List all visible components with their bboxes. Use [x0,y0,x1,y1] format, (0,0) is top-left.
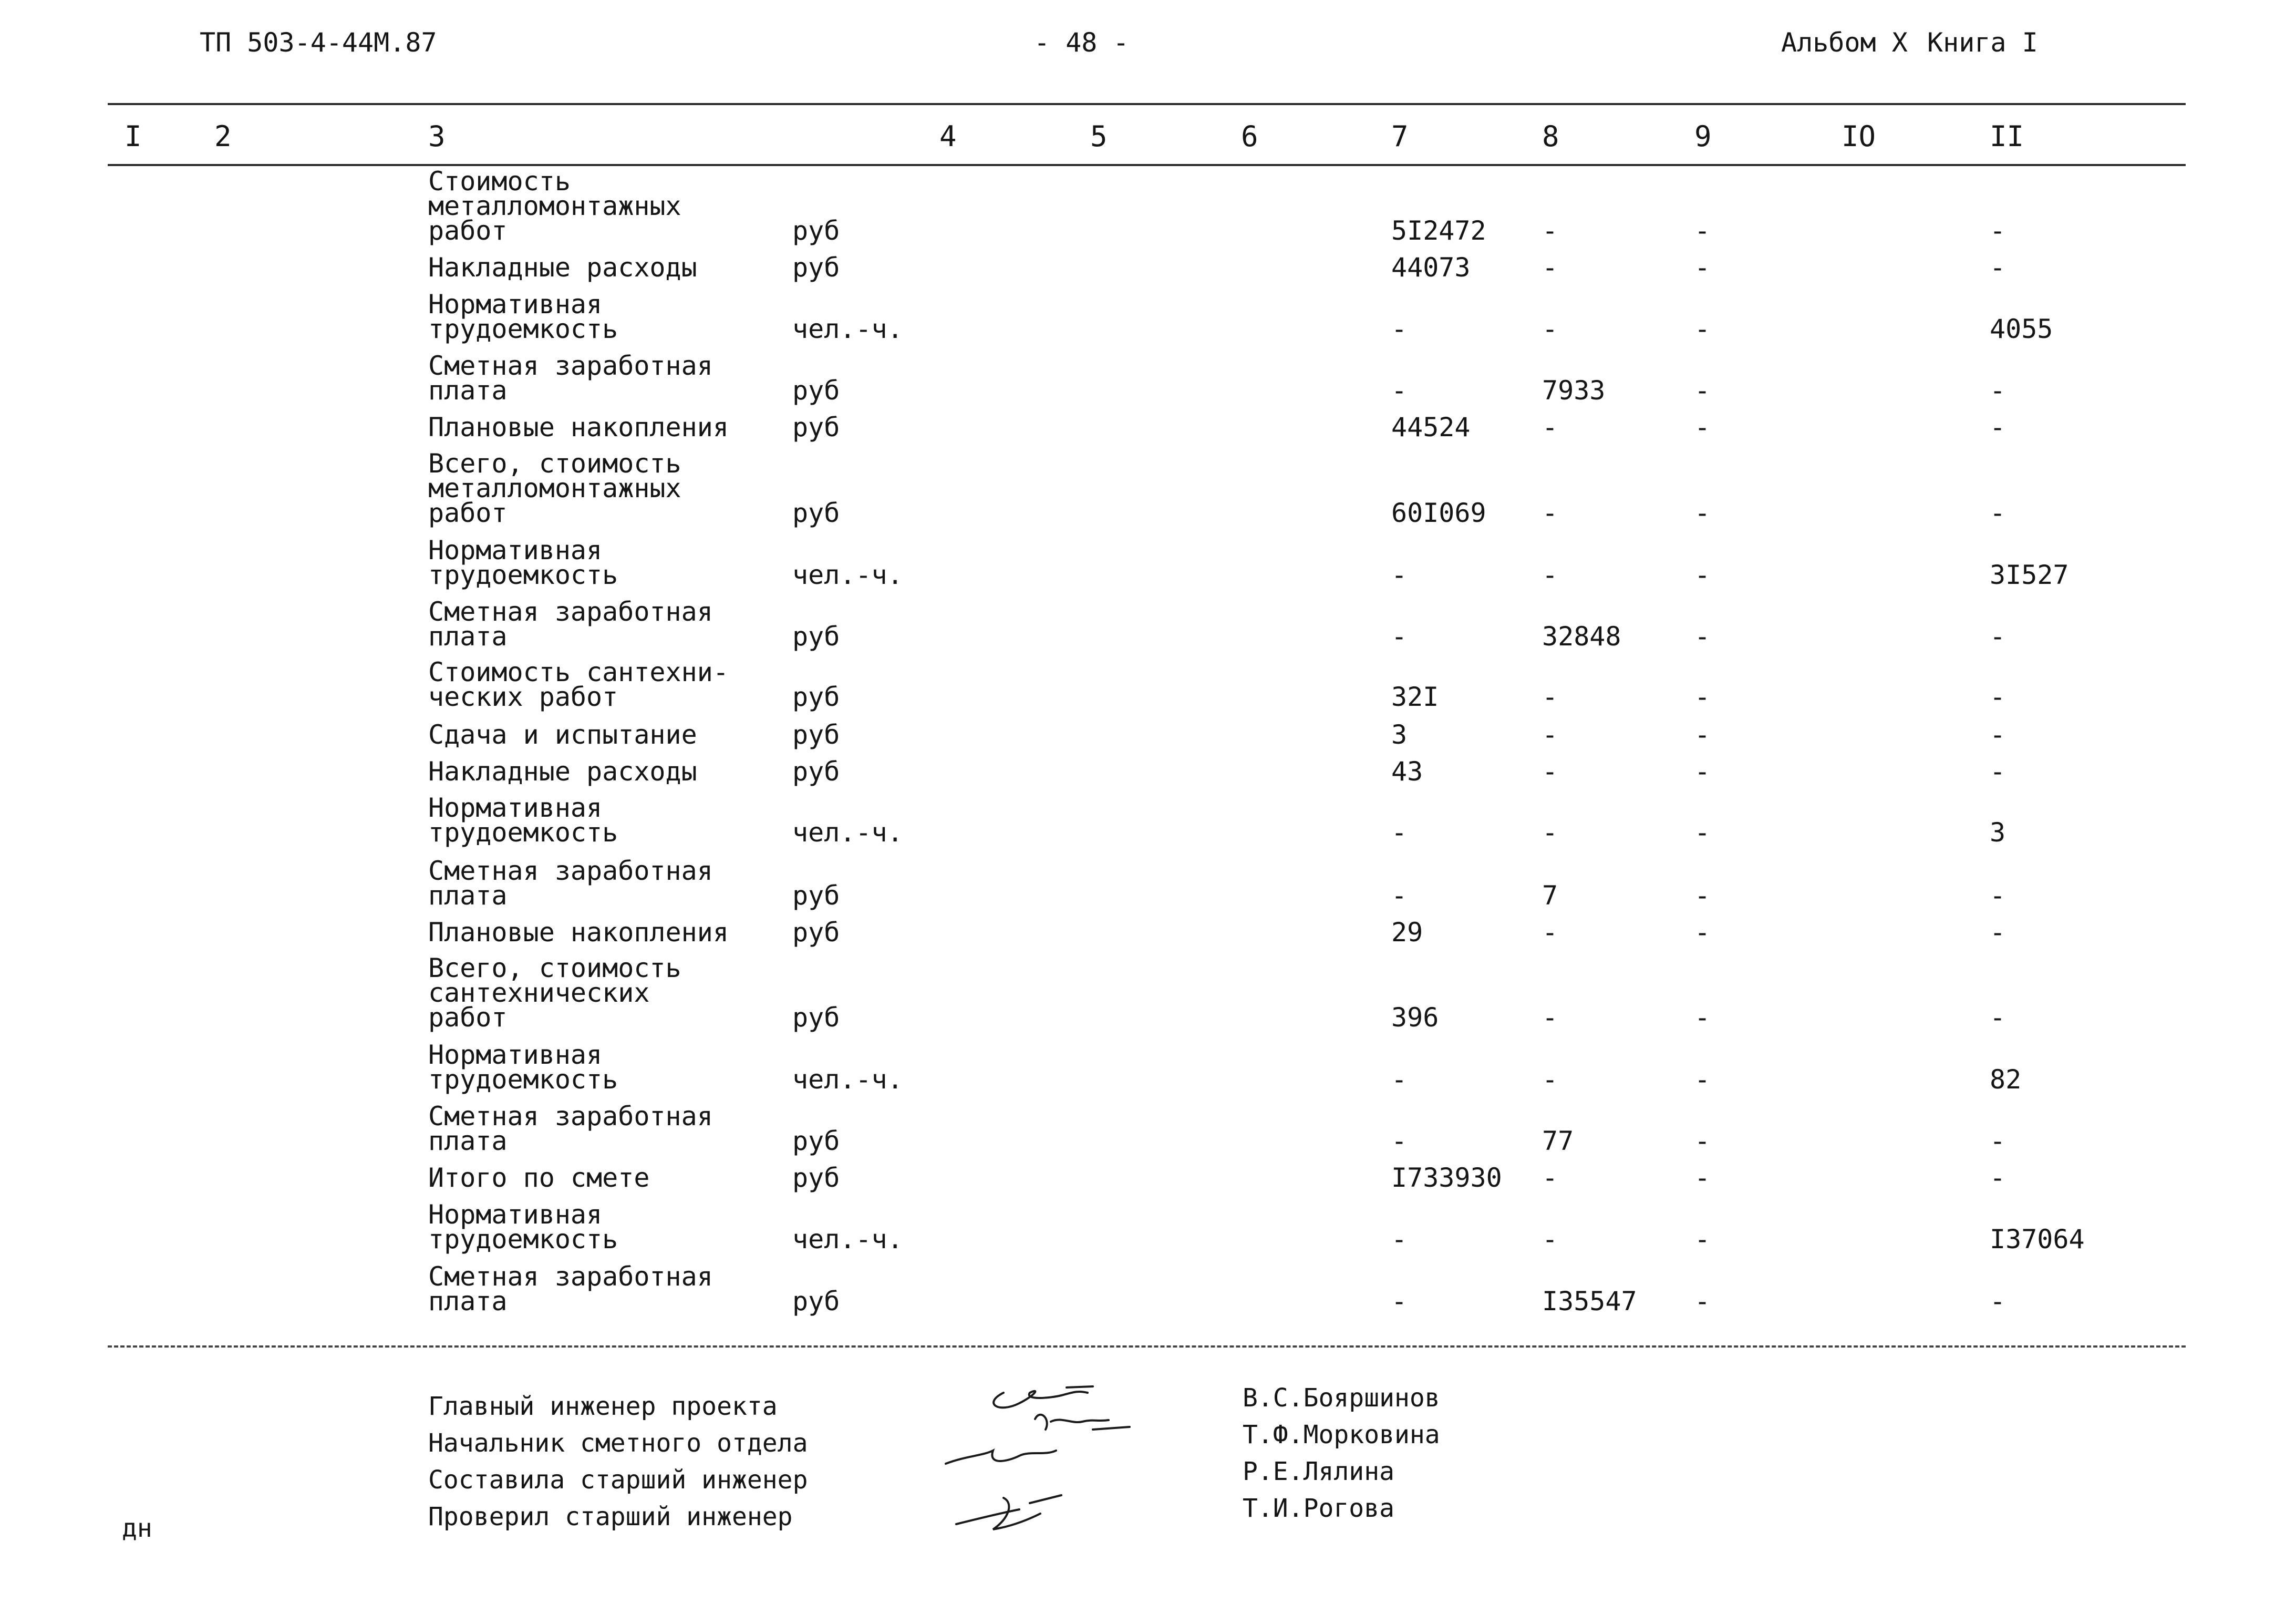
row-unit: руб [792,682,840,712]
cell-col9: - [1694,621,1711,652]
row-name: Сметная заработная плата [428,856,713,911]
row-name: Всего, стоимость металломонтажных работ [428,448,681,528]
row-name: Нормативная трудоемкость [428,793,618,848]
column-number-3: 3 [428,120,446,153]
table-row [0,249,2296,283]
signature-3 [946,1451,1056,1464]
cell-col11: - [1990,917,2006,948]
table-row [0,657,2296,712]
cell-col8: - [1542,756,1558,787]
signature-1 [994,1386,1093,1407]
cell-col11: - [1990,375,2006,406]
table-row [0,793,2296,848]
cell-col11: - [1990,1163,2006,1193]
page-number: - 48 - [1034,27,1129,58]
signature-2 [1035,1415,1130,1430]
cell-col8: - [1542,498,1558,528]
row-name: Итого по смете [428,1163,650,1193]
cell-col11: - [1990,756,2006,787]
cell-col7: 29 [1391,917,1423,948]
row-name: Сметная заработная плата [428,597,713,652]
cell-col8: - [1542,719,1558,750]
column-number-5: 5 [1090,120,1108,153]
cell-col7: - [1391,314,1408,344]
cell-col8: 32848 [1542,621,1621,652]
cell-col9: - [1694,412,1711,443]
cell-col11: - [1990,252,2006,283]
cell-col8: I35547 [1542,1286,1637,1317]
row-unit: руб [792,498,840,528]
cell-col9: - [1694,1224,1711,1255]
row-unit: руб [792,215,840,246]
cell-col7: 44073 [1391,252,1471,283]
cell-col11: - [1990,1126,2006,1156]
row-unit: чел.-ч. [792,560,903,590]
row-name: Стоимость металломонтажных работ [428,166,681,246]
cell-col9: - [1694,917,1711,948]
cell-col8: - [1542,412,1558,443]
column-number-10: IO [1842,120,1876,153]
row-unit: руб [792,880,840,911]
table-row [0,753,2296,787]
cell-col11: 4055 [1990,314,2053,344]
signatory-title: Проверил старший инженер [428,1502,793,1531]
cell-col8: - [1542,215,1558,246]
row-unit: чел.-ч. [792,817,903,848]
table-row [0,448,2296,528]
table-row [0,1040,2296,1095]
table-row [0,1261,2296,1317]
cell-col8: - [1542,1224,1558,1255]
column-number-2: 2 [214,120,232,153]
row-unit: руб [792,621,840,652]
row-unit: руб [792,1002,840,1033]
cell-col11: - [1990,682,2006,712]
row-name: Нормативная трудоемкость [428,535,618,590]
cell-col7: 43 [1391,756,1423,787]
cell-col8: - [1542,1002,1558,1033]
cell-col8: 77 [1542,1126,1574,1156]
column-number-1: I [125,120,142,153]
cell-col11: 3I527 [1990,560,2069,590]
corner-mark: дн [122,1514,152,1543]
cell-col11: - [1990,621,2006,652]
cell-col11: I37064 [1990,1224,2085,1255]
row-unit: чел.-ч. [792,314,903,344]
cell-col7: - [1391,1126,1408,1156]
cell-col9: - [1694,252,1711,283]
row-name: Сдача и испытание [428,719,697,750]
row-unit: чел.-ч. [792,1224,903,1255]
row-unit: руб [792,1163,840,1193]
table-row [0,913,2296,948]
cell-col8: - [1542,1163,1558,1193]
cell-col9: - [1694,215,1711,246]
table-row [0,953,2296,1033]
cell-col9: - [1694,314,1711,344]
album-label: Альбом Х [1781,27,1908,58]
signatory-name: Р.Е.Лялина [1243,1457,1394,1486]
row-unit: чел.-ч. [792,1064,903,1095]
signatory-title: Начальник сметного отдела [428,1428,808,1458]
signatory-name: Т.И.Рогова [1243,1494,1394,1523]
cell-col9: - [1694,756,1711,787]
book-label: Книга I [1927,27,2038,58]
table-row [0,1159,2296,1193]
cell-col8: - [1542,917,1558,948]
cell-col8: - [1542,560,1558,590]
table-row [0,351,2296,406]
cell-col7: 60I069 [1391,498,1486,528]
column-number-11: II [1990,120,2024,153]
cell-col7: - [1391,1224,1408,1255]
cell-col7: 44524 [1391,412,1471,443]
row-unit: руб [792,412,840,443]
cell-col9: - [1694,817,1711,848]
row-name: Стоимость сантехни- ческих работ [428,657,729,712]
row-unit: руб [792,756,840,787]
cell-col8: - [1542,682,1558,712]
cell-col7: 396 [1391,1002,1439,1033]
column-number-7: 7 [1391,120,1409,153]
cell-col7: - [1391,621,1408,652]
table-row [0,408,2296,443]
row-name: Всего, стоимость сантехнических работ [428,953,681,1033]
cell-col9: - [1694,1286,1711,1317]
cell-col7: 32I [1391,682,1439,712]
cell-col11: - [1990,1286,2006,1317]
cell-col9: - [1694,1002,1711,1033]
table-row [0,535,2296,590]
row-name: Нормативная трудоемкость [428,1040,618,1095]
cell-col9: - [1694,375,1711,406]
row-name: Нормативная трудоемкость [428,1199,618,1255]
cell-col7: - [1391,880,1408,911]
row-name: Сметная заработная плата [428,1101,713,1156]
column-number-9: 9 [1694,120,1712,153]
cell-col7: - [1391,1064,1408,1095]
table-row [0,856,2296,911]
row-unit: руб [792,1126,840,1156]
cell-col11: 82 [1990,1064,2022,1095]
cell-col11: - [1990,1002,2006,1033]
signatory-name: В.С.Бояршинов [1243,1383,1440,1413]
cell-col7: - [1391,1286,1408,1317]
cell-col7: - [1391,560,1408,590]
cell-col9: - [1694,1126,1711,1156]
cell-col11: - [1990,498,2006,528]
cell-col9: - [1694,560,1711,590]
row-name: Сметная заработная плата [428,351,713,406]
cell-col11: - [1990,880,2006,911]
cell-col11: - [1990,215,2006,246]
cell-col8: - [1542,252,1558,283]
column-number-6: 6 [1241,120,1258,153]
signatory-title: Составила старший инженер [428,1465,808,1495]
row-unit: руб [792,375,840,406]
cell-col9: - [1694,719,1711,750]
cell-col7: - [1391,375,1408,406]
cell-col8: 7 [1542,880,1558,911]
table-top-rule [108,103,2186,105]
cell-col8: - [1542,314,1558,344]
cell-col7: I733930 [1391,1163,1502,1193]
cell-col9: - [1694,682,1711,712]
table-row [0,289,2296,344]
table-bottom-rule [108,1345,2186,1348]
table-header-rule [108,164,2186,166]
cell-col11: - [1990,412,2006,443]
cell-col8: 7933 [1542,375,1606,406]
cell-col9: - [1694,1163,1711,1193]
row-unit: руб [792,252,840,283]
cell-col7: 3 [1391,719,1408,750]
row-name: Плановые накопления [428,412,729,443]
cell-col8: - [1542,817,1558,848]
cell-col11: - [1990,719,2006,750]
cell-col11: 3 [1990,817,2006,848]
row-name: Сметная заработная плата [428,1261,713,1317]
document-code: ТП 503-4-44М.87 [200,27,437,58]
cell-col8: - [1542,1064,1558,1095]
cell-col9: - [1694,498,1711,528]
row-unit: руб [792,1286,840,1317]
cell-col7: - [1391,817,1408,848]
cell-col9: - [1694,880,1711,911]
table-row [0,1101,2296,1156]
row-name: Накладные расходы [428,252,697,283]
row-unit: руб [792,719,840,750]
table-row [0,716,2296,750]
row-name: Нормативная трудоемкость [428,289,618,344]
column-number-8: 8 [1542,120,1559,153]
signature-4 [956,1495,1061,1529]
table-row [0,1199,2296,1255]
signatory-name: Т.Ф.Морковина [1243,1420,1440,1449]
cell-col9: - [1694,1064,1711,1095]
row-name: Накладные расходы [428,756,697,787]
cell-col7: 5I2472 [1391,215,1486,246]
row-unit: руб [792,917,840,948]
table-row [0,597,2296,652]
table-row [0,166,2296,246]
signatory-title: Главный инженер проекта [428,1392,778,1421]
column-number-4: 4 [939,120,957,153]
handwritten-signatures [935,1372,1229,1582]
row-name: Плановые накопления [428,917,729,948]
